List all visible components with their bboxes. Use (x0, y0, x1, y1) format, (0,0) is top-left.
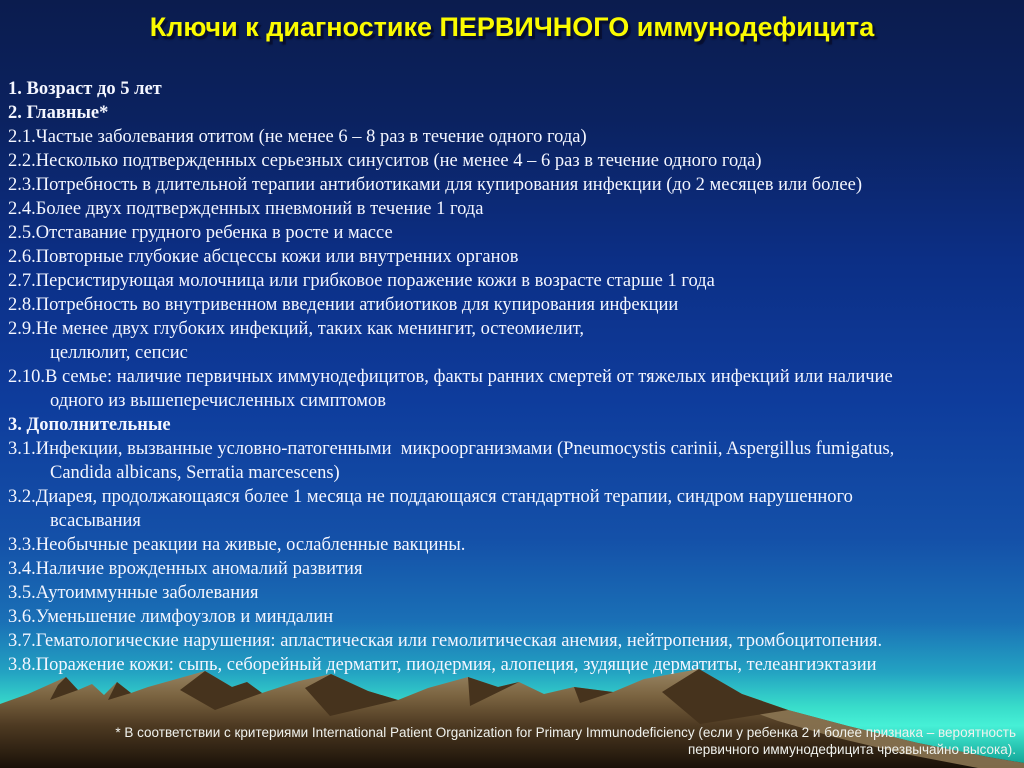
footnote-line-2: первичного иммунодефицита чрезвычайно высока). (687, 742, 1016, 757)
list-line: 3.4.Наличие врожденных аномалий развития (8, 559, 363, 579)
list-line: 3.2.Диарея, продолжающаяся более 1 месяца не поддающаяся стандартной терапии, синдром нарушенного (8, 487, 853, 507)
list-line-continuation: всасывания (50, 511, 141, 531)
list-line-continuation: одного из вышеперечисленных симптомов (50, 391, 386, 411)
list-line: 3.3.Необычные реакции на живые, ослабленные вакцины. (8, 535, 466, 555)
list-line: 3.8.Поражение кожи: сыпь, себорейный дерматит, пиодермия, алопеция, зудящие дерматиты, телеангиэктазии (8, 655, 877, 675)
list-line-continuation: Candida albicans, Serratia marcescens) (50, 463, 340, 483)
list-line: 3. Дополнительные (8, 415, 171, 435)
list-line: 3.1.Инфекции, вызванные условно-патогенными микроорганизмами (Pneumocystis carinii, Aspergillus fumigatus, (8, 439, 895, 459)
slide-title: Ключи к диагностике ПЕРВИЧНОГО иммунодефицита (149, 12, 875, 42)
footnote-line-1: * В соответствии с критериями International Patient Organization for Primary Immunodeficiency (если у ребенка 2 и более признака – вероятность (115, 725, 1016, 740)
list-line: 3.7.Гематологические нарушения: апластическая или гемолитическая анемия, нейтропения, тромбоцитопения. (8, 631, 883, 651)
list-line: 2.2.Несколько подтвержденных серьезных синуситов (не менее 4 – 6 раз в течение одного года) (8, 151, 762, 171)
list-line: 2.9.Не менее двух глубоких инфекций, таких как менингит, остеомиелит, (8, 319, 584, 339)
list-line: 2.10.В семье: наличие первичных иммунодефицитов, факты ранних смертей от тяжелых инфекций или наличие (8, 367, 893, 387)
footnote (56, 724, 1016, 758)
list-line: 2.4.Более двух подтвержденных пневмоний в течение 1 года (8, 199, 484, 219)
list-line: 2.1.Частые заболевания отитом (не менее 6 – 8 раз в течение одного года) (8, 127, 587, 147)
list-line: 2.5.Отставание грудного ребенка в росте и массе (8, 223, 393, 243)
list-line: 3.5.Аутоиммунные заболевания (8, 583, 259, 603)
list-line-continuation: целлюлит, сепсис (50, 343, 188, 363)
list-line: 1. Возраст до 5 лет (8, 79, 162, 99)
list-line: 3.6.Уменьшение лимфоузлов и миндалин (8, 607, 334, 627)
list-line: 2.6.Повторные глубокие абсцессы кожи или внутренних органов (8, 247, 519, 267)
criteria-list (0, 77, 1016, 677)
list-line: 2.3.Потребность в длительной терапии антибиотиками для купирования инфекции (до 2 месяцев или более) (8, 175, 862, 195)
list-line: 2.8.Потребность во внутривенном введении атибиотиков для купирования инфекции (8, 295, 679, 315)
list-line: 2.7.Персистирующая молочница или грибковое поражение кожи в возрасте старше 1 года (8, 271, 715, 291)
list-line: 2. Главные* (8, 103, 109, 123)
